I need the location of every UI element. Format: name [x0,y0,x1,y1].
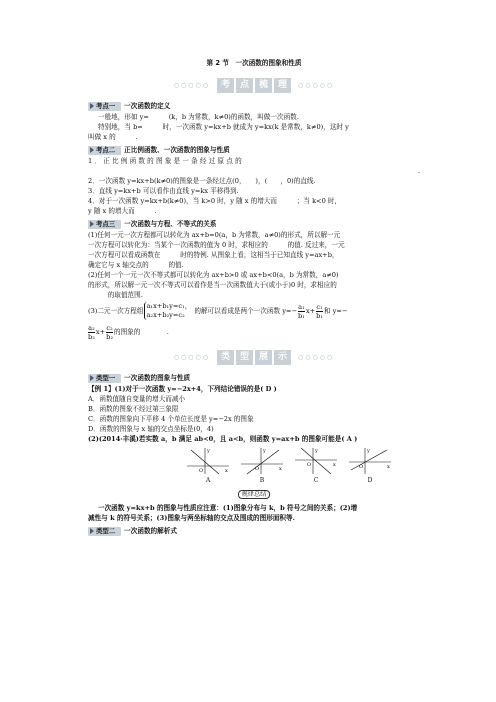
answer-graphs [158,446,420,486]
option-b: B．函数的图象不经过第三象限 [88,405,179,413]
text-fragment: x+ [305,307,316,315]
equation-system-line-2 [88,322,420,342]
graph-d [347,446,393,486]
text-line: y 随 x 的增大而 . [88,207,157,215]
banner-char: 梳 [255,78,272,93]
text-line: 叫做 x 的 . [88,133,138,141]
leixing-1-tag: 类型一 [88,374,121,383]
text-line: 确定它与 x 轴交点的 的值. [88,261,184,269]
axis-x-label: x [279,466,282,472]
text-line: 特别地，当 b= 时，一次函数 y=kx+b 就成为 y=kx(k 是常数，k≠0)，这时 y [98,123,349,131]
graph-label: D [367,477,373,484]
origin-label: O [255,466,260,472]
text-line: 一般地，形如 y= (k，b 为常数，k≠0)的函数，叫做一次函数. [98,113,299,121]
kaodian-3-tag: 考点三 [88,220,121,229]
leixing-1-header [88,373,420,383]
banner-char: 考 [217,78,234,93]
option-c: C．函数的图象向下平移 4 个单位长度是 y=−2x 的图象 [88,415,254,423]
text-fragment: x+ [95,328,106,336]
equation-1: a₁x+b₁y=c₁， [146,302,192,310]
banner-kaodian [88,78,420,93]
axis-y-label: y [315,448,318,454]
equation-system [144,302,192,320]
text-fragment: (3)二元一次方程组 [88,307,144,315]
kaodian-1-tag: 考点一 [88,102,121,111]
text-line: 的形式，所以解一元一次不等式可以看作是当一次函数值大于(或小于)0 时，求相应的 [88,281,337,289]
origin-label: O [307,462,312,468]
origin-label: O [359,464,364,470]
banner-char: 点 [236,78,253,93]
kaodian-3-header [88,219,420,229]
axis-y-label: y [367,448,370,454]
banner-char: 型 [236,350,253,365]
text-line: 2．一次函数 y=kx+b(k≠0)的图象是一条经过点(0， )，( ，0)的直线. [88,177,316,185]
kaodian-1-header [88,101,420,111]
leixing-1-title: 一次函数的图象与性质 [124,374,191,382]
leixing-2-title: 一次函数的解析式 [124,527,177,535]
banner-char: 展 [255,350,272,365]
banner-dots-left: ○○○○○ [173,81,210,89]
banner-char: 类 [217,350,234,365]
text-line: . [417,167,420,175]
graph-label: A [205,477,211,484]
graph-c [293,446,339,486]
triangle-icon [90,147,94,153]
graph-label: C [313,477,319,484]
graph-label: B [259,477,265,484]
axis-y-label: y [263,448,266,454]
origin-label: O [199,468,204,474]
text-line: 一次方程可以转化为：当某个一次函数的值为 0 时，求相应的 的值. 反过来，一元 [88,241,345,249]
section-title: 第 2 节 一次函数的图象和性质 [206,59,302,67]
text-line: 一次方程可以看成函数在 时的特例. 从图象上看，这相当于已知直线 y=ax+b， [88,251,339,259]
triangle-icon [90,528,94,534]
text-line: 的取值范围. [88,291,143,299]
fraction: $\frac{\text{a₁}}{\text{b₁}}$ [297,302,305,320]
kaodian-2-header [88,145,420,155]
kaodian-2-tag: 考点二 [88,146,121,155]
triangle-icon [90,103,94,109]
text-line: 3．直线 y=kx+b 可以看作由直线 y=kx 平移得到. [88,187,239,195]
leixing-2-header [88,526,420,536]
summary-badge: 规律总结 [88,489,420,500]
axis-x-label: x [225,468,228,474]
fraction: $\frac{\text{c₁}}{\text{b₁}}$ [316,302,323,320]
axis-x-label: x [387,464,390,470]
banner-dots-left: ○○○○○ [173,353,210,361]
example-question: 【例 1】(1)对于一次函数 y=−2x+4，下列结论错误的是( D ) [88,385,277,393]
fraction: a₂ b₂ [88,323,95,341]
equation-system-line [88,300,420,322]
equation-2: a₂x+b₂y=c₂ [146,311,185,319]
kaodian-1-title: 一次函数的定义 [124,102,171,110]
text-fragment: 的图象的 . [114,328,169,336]
option-a: A．函数值随自变量的增大而减小 [88,395,186,403]
leixing-2-tag: 类型二 [88,527,121,536]
summary-text: 减性与 k 的符号关系；(3)图象与两坐标轴的交点及围成的图形面积等. [88,514,295,522]
summary-text: 一次函数 y=kx+b 的图象与性质应注意：(1)图象分布与 k，b 符号之间的关系；(2)增 [98,504,358,512]
triangle-icon [90,221,94,227]
fraction: $\frac{\text{c₂}}{\text{b₂}}$ [106,323,113,341]
banner-dots-right: ○○○○○ [298,353,335,361]
banner-char: 示 [274,350,291,365]
graph-b [239,446,285,486]
text-fragment: 的解可以看成是两个一次函数 y=− [194,307,297,315]
banner-leixing [88,350,420,365]
text-line: 4．对于一次函数 y=kx+b(k≠0)，当 k>0 时，y 随 x 的增大而 ；当 k<0 时， [88,197,342,205]
graph-a [185,446,231,486]
example-question-2: (2)(2014·丰溪)若实数 a，b 满足 ab<0，且 a<b，则函数 y=ax+b 的图象可能是( A ) [88,435,358,443]
text-fragment: 和 y=− [323,307,348,315]
text-line: (1)任何一元一次方程都可以转化为 ax+b=0(a，b 为常数，a≠0)的形式，所以解一元 [88,231,341,239]
axis-y-label: y [207,448,210,454]
option-d: D．函数的图象与 x 轴的交点坐标是(0，4) [88,425,214,433]
banner-char: 理 [274,78,291,93]
triangle-icon [90,375,94,381]
text-line: (2)任何一个一元一次不等式都可以转化为 ax+b>0 或 ax+b<0(a，b 为常数，a≠0) [88,271,339,279]
text-line: 1．正比例函数的图象是一条经过原点的 [88,157,244,165]
kaodian-2-title: 正比例函数、一次函数的图象与性质 [124,146,230,154]
page [88,58,420,537]
axis-x-label: x [333,462,336,468]
kaodian-3-title: 一次函数与方程、不等式的关系 [124,220,217,228]
banner-dots-right: ○○○○○ [298,81,335,89]
